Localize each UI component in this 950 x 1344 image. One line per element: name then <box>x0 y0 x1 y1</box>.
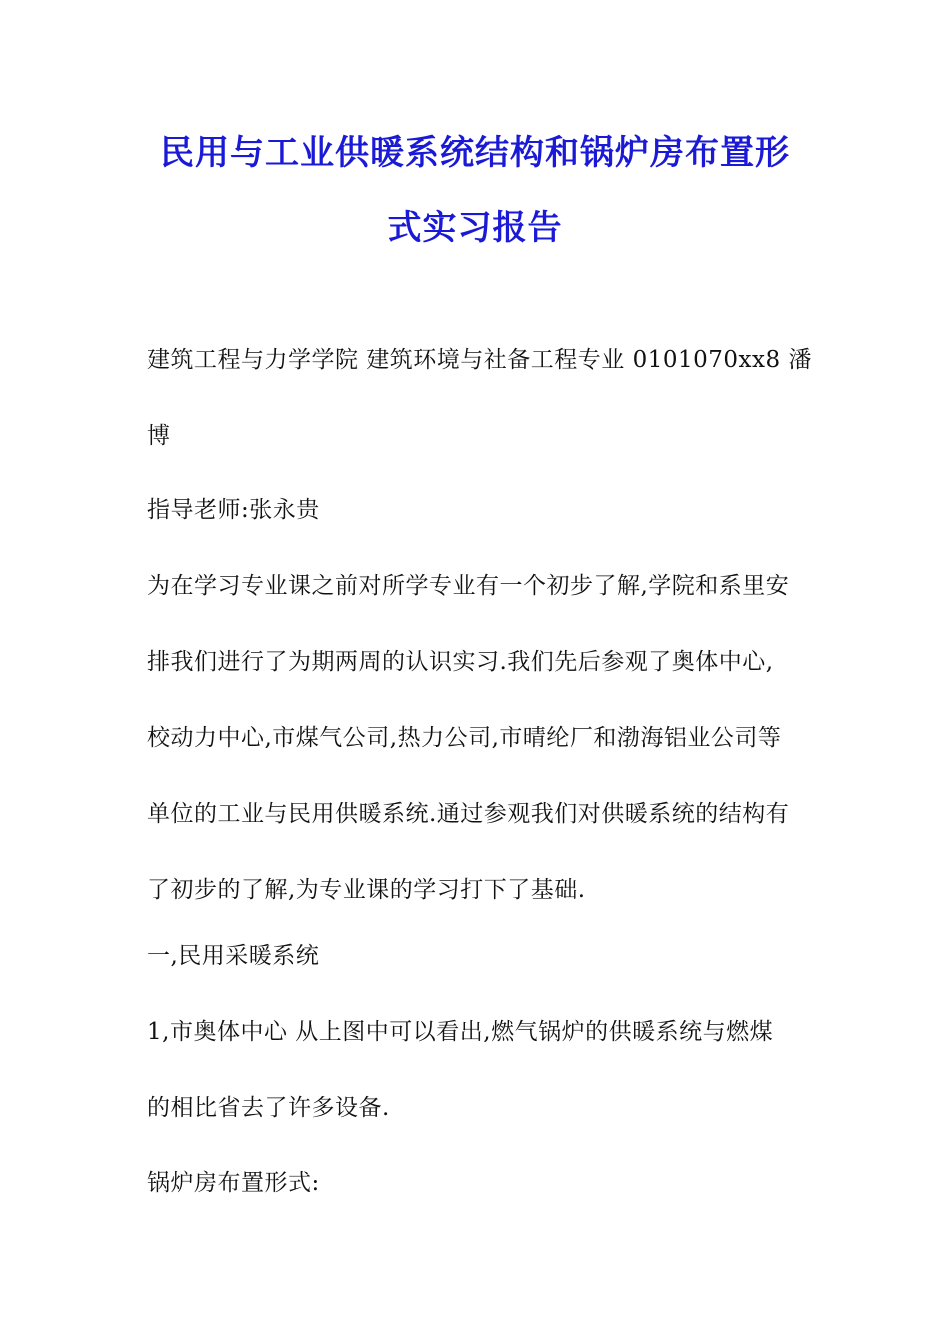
author-info-line-2: 博 <box>147 423 171 449</box>
section-1-heading <box>147 918 827 994</box>
intro-line: 校动力中心,市煤气公司,热力公司,市晴纶厂和渤海铝业公司等 <box>147 725 782 751</box>
intro-line: 了初步的了解,为专业课的学习打下了基础. <box>147 877 586 903</box>
advisor-line <box>147 472 827 548</box>
author-info <box>147 322 827 474</box>
document-title-line-2: 式实习报告 <box>387 208 563 248</box>
intro-line: 排我们进行了为期两周的认识实习.我们先后参观了奥体中心, <box>147 649 774 675</box>
author-info-line-1: 建筑工程与力学学院 建筑环境与社备工程专业 0101070xx8 潘 <box>147 347 812 373</box>
intro-line: 单位的工业与民用供暖系统.通过参观我们对供暖系统的结构有 <box>147 801 790 827</box>
boiler-layout-heading-text: 锅炉房布置形式: <box>147 1170 320 1196</box>
item-1-line: 的相比省去了许多设备. <box>147 1095 390 1121</box>
section-1-heading-text: 一,民用采暖系统 <box>147 943 320 969</box>
intro-line: 为在学习专业课之前对所学专业有一个初步了解,学院和系里安 <box>147 573 790 599</box>
intro-paragraph <box>147 548 827 928</box>
boiler-layout-heading <box>147 1145 827 1221</box>
advisor-text: 指导老师:张永贵 <box>147 497 320 523</box>
document-title-line-1: 民用与工业供暖系统结构和锅炉房布置形 <box>160 133 790 173</box>
item-1-paragraph <box>147 994 827 1146</box>
item-1-line: 1,市奥体中心 从上图中可以看出,燃气锅炉的供暖系统与燃煤 <box>147 1019 774 1045</box>
